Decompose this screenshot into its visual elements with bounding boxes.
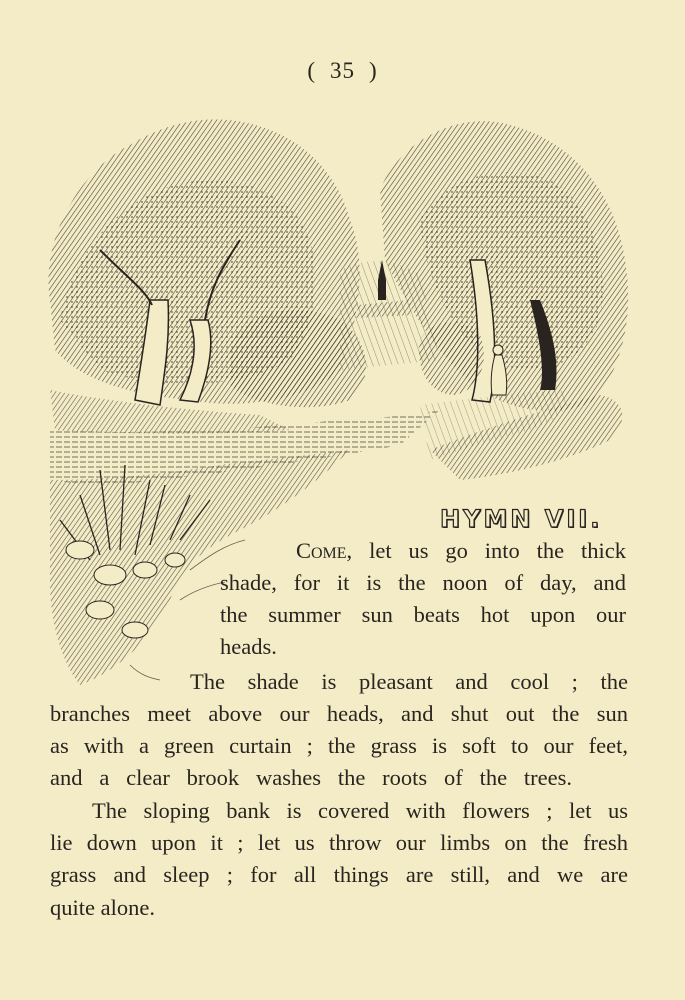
paragraph-3-line-1: The sloping bank is covered with flowers ; let us	[92, 798, 628, 823]
paragraph-2-line-4: and a clear brook washes the roots of the trees.	[50, 765, 572, 790]
paragraph-2-line-2: branches meet above our heads, and shut out the sun	[50, 701, 628, 726]
paragraph-3-line-2: lie down upon it ; let us throw our limbs on the fresh	[50, 830, 628, 855]
paragraph-2-line-1: The shade is pleasant and cool ; the	[190, 669, 628, 694]
paragraph-1-line-1-rest: let us go into the thick	[369, 538, 626, 563]
paragraph-1-line-2: shade, for it is the noon of day, and	[220, 570, 626, 595]
close-paren: )	[369, 58, 378, 83]
paragraph-3-line-4: quite alone.	[50, 895, 155, 920]
paragraph-1-line-4: heads.	[220, 634, 277, 659]
page-number	[0, 58, 685, 84]
paragraph-1-line-1	[296, 540, 626, 563]
paragraph-2-line-3: as with a green curtain ; the grass is soft to our feet,	[50, 733, 628, 758]
open-paren: (	[307, 58, 316, 83]
paragraph-3-line-3: grass and sleep ; for all things are still, and we are	[50, 862, 628, 887]
hymn-title: HYMN VII.	[440, 505, 603, 533]
paragraph-1-line-3: the summer sun beats hot upon our	[220, 602, 626, 627]
drop-word: Come,	[296, 538, 353, 563]
page-number-text: 35	[330, 58, 355, 83]
